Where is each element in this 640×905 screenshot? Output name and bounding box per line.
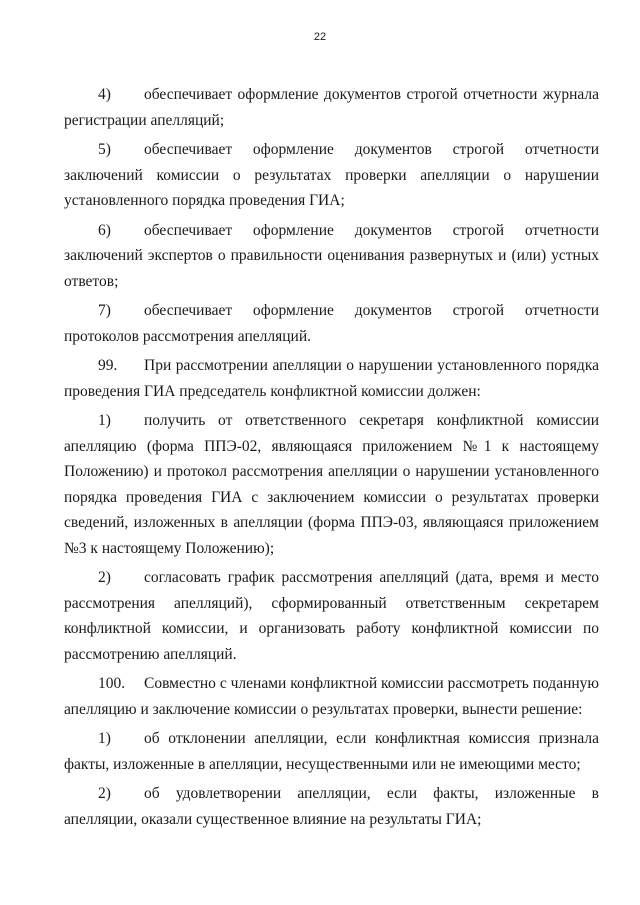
paragraph-text: согласовать график рассмотрения апелляций (дата, время и место рассмотрения апелляций), сформированный ответственным секретарем конфликтной комиссии, и организовать работу конфликтной комиссии по рассмотрению апелляций. [64,569,599,663]
paragraph [64,82,599,133]
item-number: 6) [98,221,111,239]
item-number: 100. [98,675,126,692]
paragraph-text: об удовлетворении апелляции, если факты, изложенные в апелляции, оказали существенное влияние на результаты ГИА; [64,785,599,828]
item-number: 2) [98,785,111,802]
item-number: 7) [98,302,111,319]
paragraph-text: обеспечивает оформление документов строгой отчетности журнала регистрации апелляций; [64,86,599,129]
paragraph [64,218,599,295]
paragraph [64,408,599,561]
paragraph-text: об отклонении апелляции, если конфликтная комиссия признала факты, изложенные в апелляции, несущественными или не имеющими место; [64,730,599,773]
paragraph-text: обеспечивает оформление документов строгой отчетности протоколов рассмотрения апелляций. [64,302,599,345]
paragraph-text: Совместно с членами конфликтной комиссии рассмотреть поданную апелляцию и заключение комиссии о результатах проверки, вынести решение: [64,675,599,718]
document-body [64,82,599,836]
paragraph [64,565,599,667]
item-number: 4) [98,86,111,103]
item-number: 1) [98,730,111,747]
item-number: 2) [98,569,111,586]
paragraph [64,671,599,722]
paragraph [64,353,599,404]
page-number: 22 [313,31,327,43]
item-number: 99. [98,357,118,374]
paragraph [64,137,599,214]
paragraph-text: обеспечивает оформление документов строгой отчетности заключений комиссии о результатах проверки апелляции о нарушении установленного порядка проведения ГИА; [64,141,599,209]
item-number: 5) [98,141,111,158]
paragraph [64,298,599,349]
paragraph-text: При рассмотрении апелляции о нарушении установленного порядка проведения ГИА председатель конфликтной комиссии должен: [64,357,599,400]
paragraph-text: обеспечивает оформление документов строгой отчетности заключений экспертов о правильности оценивания развернутых и (или) устных ответов; [64,221,599,290]
item-number: 1) [98,412,111,429]
paragraph-text: получить от ответственного секретаря конфликтной комиссии апелляцию (форма ППЭ-02, являющаяся приложением №1 к настоящему Положению) и протокол рассмотрения апелляции о нарушении установленного порядка проведения ГИА с заключением комиссии о результатах проверки сведений, изложенных в апелляции (форма ППЭ-03, являющаяся приложением №3 к настоящему Положению); [64,412,599,557]
paragraph [64,726,599,777]
paragraph [64,781,599,832]
